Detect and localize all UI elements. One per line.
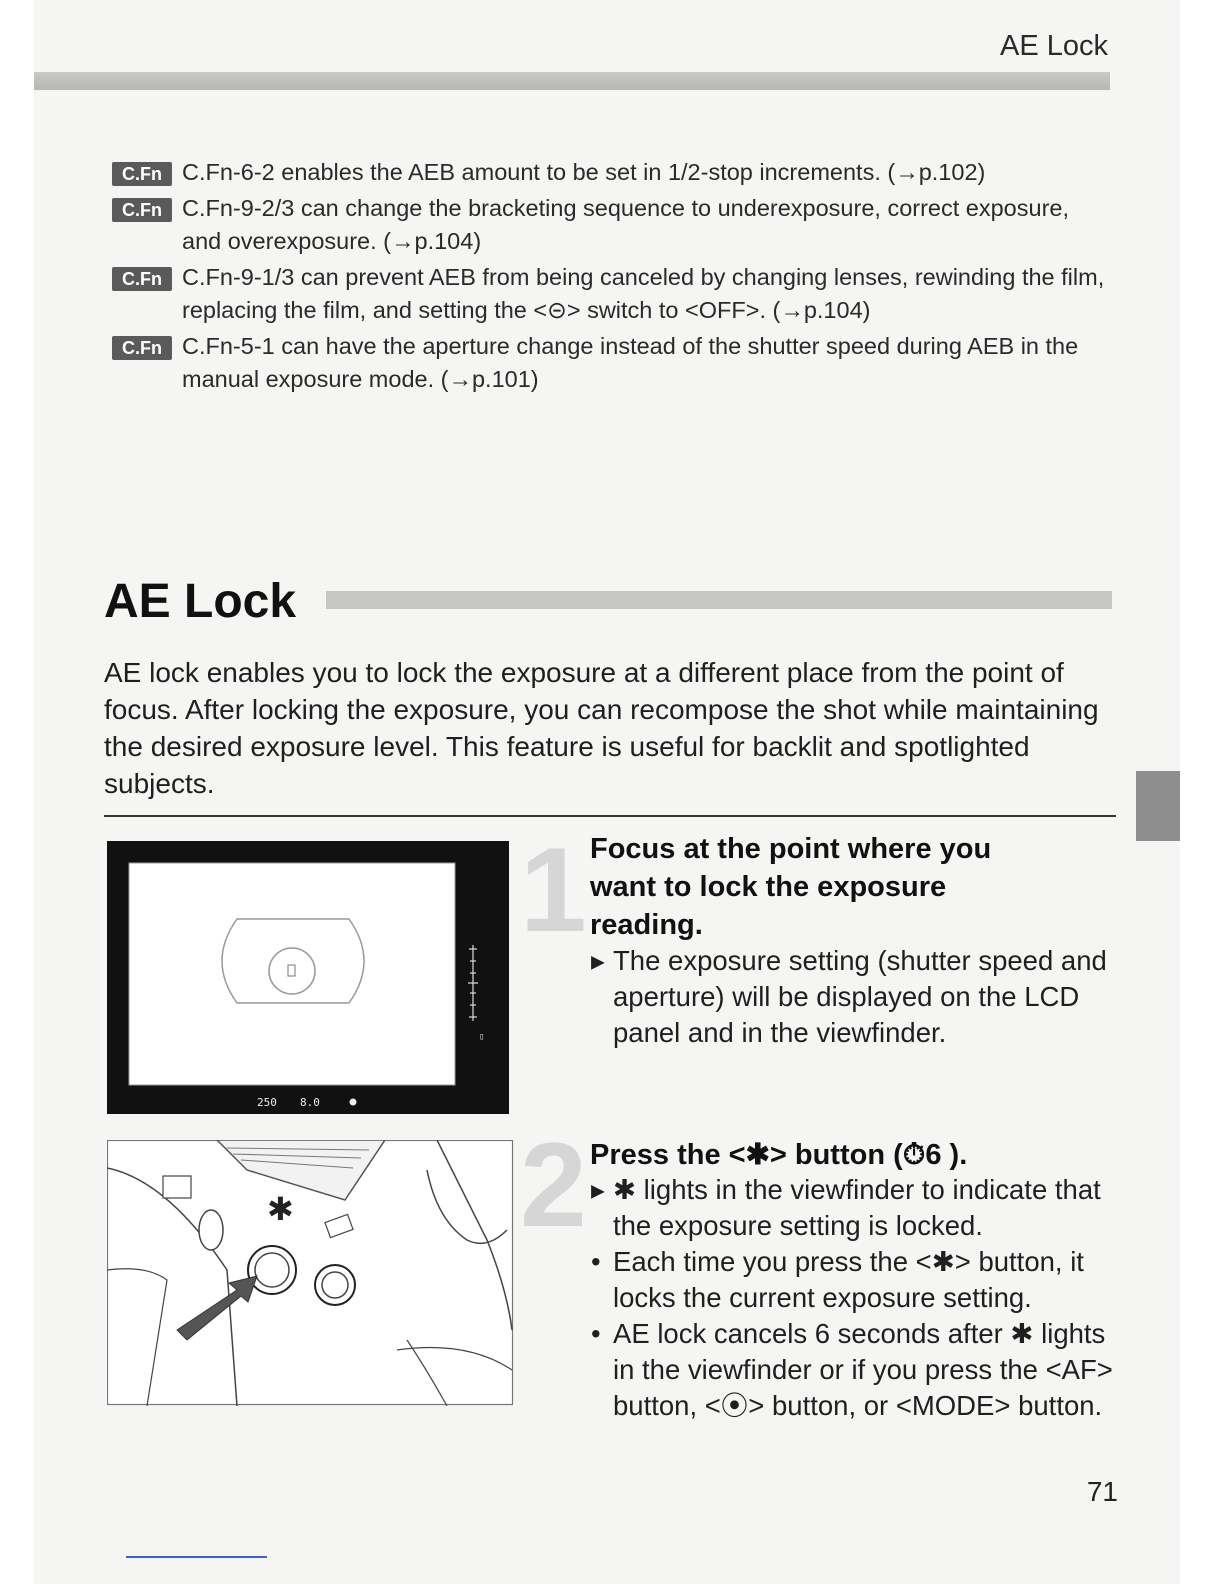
viewfinder-side-readout: ▯ bbox=[479, 1032, 485, 1042]
thumb-index-tab bbox=[1136, 771, 1180, 841]
focus-confirmation-dot bbox=[350, 1099, 357, 1106]
step-bullets bbox=[591, 943, 1131, 1051]
bullet-marker-icon: ▸ bbox=[591, 1174, 605, 1205]
step-number: 1 bbox=[520, 823, 587, 957]
section-divider bbox=[104, 815, 1116, 817]
step-heading: Press the <✱> button (⏱6 ). bbox=[590, 1139, 968, 1171]
step-bullet bbox=[591, 1172, 1131, 1244]
cfn-note-text: C.Fn-6-2 enables the AEB amount to be set in 1/2-stop increments. (→p.102) bbox=[182, 159, 986, 185]
header-rule bbox=[34, 72, 1110, 90]
section-intro: AE lock enables you to lock the exposure at a different place from the point of focus. After locking the exposure, you can recompose the shot while maintaining the desired exposure level. This feature is useful for backlit and spotlighted subjects. bbox=[104, 657, 1099, 799]
step-bullets bbox=[591, 1172, 1131, 1424]
step-bullet bbox=[591, 1244, 1131, 1316]
page-number: 71 bbox=[1086, 1476, 1118, 1507]
cfn-badge-icon: C.Fn bbox=[112, 198, 172, 222]
bullet-text: AE lock cancels 6 seconds after ✱ lights in the viewfinder or if you press the <AF> button, <⦿> button, or <MODE> button. bbox=[613, 1318, 1113, 1421]
step-bullet bbox=[591, 943, 1131, 1051]
af-button bbox=[199, 1210, 223, 1250]
bullet-marker-icon: • bbox=[591, 1318, 601, 1349]
cfn-notes bbox=[112, 156, 1112, 399]
cfn-note-text: C.Fn-5-1 can have the aperture change instead of the shutter speed during AEB in the manual exposure mode. (→p.101) bbox=[182, 333, 1079, 392]
cfn-note bbox=[112, 192, 1112, 258]
cfn-note bbox=[112, 156, 1112, 189]
bullet-text: ✱ lights in the viewfinder to indicate that the exposure setting is locked. bbox=[613, 1174, 1101, 1241]
af-point-selector-icon bbox=[163, 1176, 191, 1198]
section-title-rule bbox=[326, 591, 1112, 609]
bullet-marker-icon: • bbox=[591, 1246, 601, 1277]
cfn-note-text: C.Fn-9-1/3 can prevent AEB from being canceled by changing lenses, rewinding the film, replacing the film, and setting the <⊝> switch to <OFF>. (→p.104) bbox=[182, 264, 1105, 323]
cfn-note-text: C.Fn-9-2/3 can change the bracketing sequence to underexposure, correct exposure, and overexposure. (→p.104) bbox=[182, 195, 1069, 254]
step-heading: Focus at the point where you want to lock the exposure reading. bbox=[590, 833, 992, 941]
footer-link-line bbox=[126, 1556, 267, 1558]
viewfinder-shutter-readout: 250 bbox=[257, 1096, 277, 1109]
viewfinder-aperture-readout: 8.0 bbox=[300, 1096, 320, 1109]
cfn-note bbox=[112, 330, 1112, 396]
bullet-text: Each time you press the <✱> button, it locks the current exposure setting. bbox=[613, 1246, 1084, 1313]
cfn-note bbox=[112, 261, 1112, 327]
viewfinder-illustration bbox=[107, 841, 509, 1114]
ae-lock-symbol-icon: ✱ bbox=[267, 1191, 294, 1227]
bullet-marker-icon: ▸ bbox=[591, 945, 605, 976]
camera-back-illustration bbox=[107, 1140, 514, 1406]
running-header: AE Lock bbox=[1000, 30, 1108, 62]
cfn-badge-icon: C.Fn bbox=[112, 162, 172, 186]
step-number: 2 bbox=[520, 1118, 587, 1252]
step-bullet bbox=[591, 1316, 1131, 1424]
section-title: AE Lock bbox=[104, 575, 297, 628]
cfn-badge-icon: C.Fn bbox=[112, 336, 172, 360]
bullet-text: The exposure setting (shutter speed and aperture) will be displayed on the LCD panel and in the viewfinder. bbox=[613, 945, 1107, 1048]
cfn-badge-icon: C.Fn bbox=[112, 267, 172, 291]
